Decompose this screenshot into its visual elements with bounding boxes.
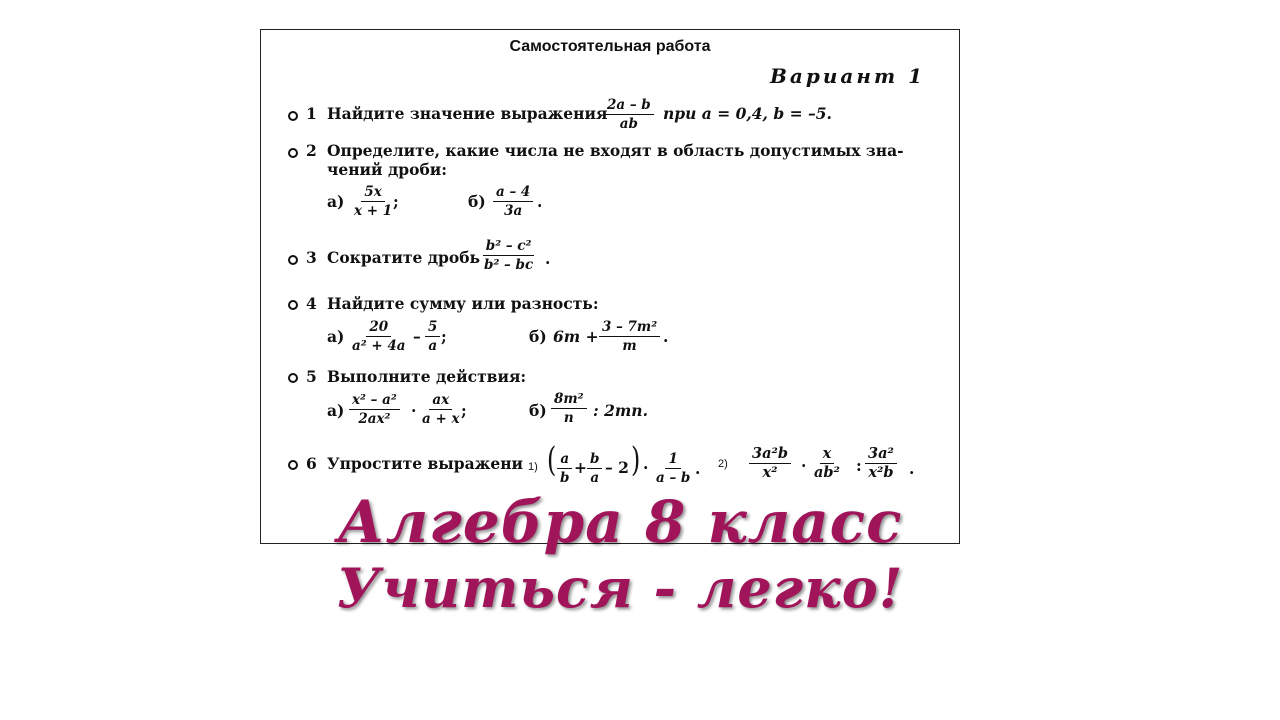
separator: . bbox=[545, 249, 551, 268]
separator: ; bbox=[461, 401, 467, 420]
expression: : 2mn. bbox=[593, 401, 648, 420]
task-text: Сократите дробь bbox=[327, 248, 481, 267]
task-number: 4 bbox=[306, 294, 317, 313]
fraction: $\frac{5}{a}$ bbox=[425, 319, 440, 354]
fraction: $\frac{1}{a - b}$ bbox=[656, 451, 691, 486]
operator: – bbox=[413, 327, 421, 346]
task-bullet-icon bbox=[288, 300, 298, 310]
banner-line-1: Алгебра 8 класс bbox=[337, 488, 903, 556]
separator: . bbox=[695, 459, 701, 478]
expression: 6m + bbox=[553, 327, 599, 346]
variant-label: Вариант 1 bbox=[770, 64, 925, 88]
fraction: $\frac{\text{3a²b}}{\text{x²}}$ bbox=[749, 446, 791, 481]
banner-line-2: Учиться - легко! bbox=[336, 556, 904, 620]
task-number: 2 bbox=[306, 141, 317, 160]
separator: . bbox=[909, 459, 915, 478]
fraction: $\frac{b}{a}$ bbox=[587, 451, 602, 486]
task-bullet-icon bbox=[288, 148, 298, 158]
open-paren: ( bbox=[546, 440, 557, 480]
task-text: Найдите сумму или разность: bbox=[327, 294, 599, 313]
operator: · bbox=[801, 456, 807, 475]
fraction: $\frac{\text{b² – c²}}{\text{b² – bc}}$ bbox=[484, 238, 534, 273]
option-label: б) bbox=[468, 192, 486, 211]
fraction: $\frac{\text{3a²}}{\text{x²b}}$ bbox=[865, 446, 897, 481]
expression-label: 1) bbox=[528, 461, 538, 473]
operator: – 2 bbox=[605, 458, 629, 477]
fraction: $\frac{x}{\text{ab²}}$ bbox=[814, 445, 840, 481]
task-text: чений дроби: bbox=[327, 160, 448, 179]
worksheet-title: Самостоятельная работа bbox=[509, 38, 711, 55]
worksheet bbox=[260, 29, 960, 544]
task-text: Определите, какие числа не входят в область допустимых зна- bbox=[327, 141, 904, 160]
close-paren: ) bbox=[630, 440, 641, 480]
option-label: б) bbox=[529, 401, 547, 420]
fraction: $\frac{\text{x² – a²}}{\text{2ax²}}$ bbox=[349, 392, 400, 427]
fraction: $\frac{a}{b}$ bbox=[557, 451, 572, 486]
fraction: $\frac{2a - b}{ab}$ bbox=[604, 97, 654, 132]
task-number: 5 bbox=[306, 367, 317, 386]
option-label: б) bbox=[529, 327, 547, 346]
separator: . bbox=[663, 327, 669, 346]
separator: ; bbox=[393, 192, 399, 211]
operator: : bbox=[856, 456, 862, 475]
fraction: $\frac{20}{\text{a² + 4a}}$ bbox=[352, 319, 406, 354]
fraction: $\frac{ax}{a + x}$ bbox=[422, 392, 460, 427]
task-number: 1 bbox=[306, 104, 317, 123]
operator: · bbox=[643, 458, 649, 477]
operator: + bbox=[574, 458, 587, 477]
fraction: $\frac{\text{3 – 7m²}}{m}$ bbox=[599, 319, 660, 354]
task-bullet-icon bbox=[288, 373, 298, 383]
fraction: $\frac{5x}{x + 1}$ bbox=[354, 184, 393, 219]
task-bullet-icon bbox=[288, 255, 298, 265]
option-label: а) bbox=[327, 192, 345, 211]
operator: · bbox=[411, 401, 417, 420]
task-text: Упростите выражени bbox=[327, 454, 524, 473]
task-suffix: при a = 0,4, b = –5. bbox=[663, 104, 832, 123]
fraction: $\frac{a - 4}{3a}$ bbox=[493, 184, 533, 219]
fraction: $\frac{\text{8m²}}{n}$ bbox=[551, 391, 587, 426]
expression-label: 2) bbox=[718, 458, 728, 470]
option-label: а) bbox=[327, 327, 345, 346]
option-label: а) bbox=[327, 401, 345, 420]
separator: ; bbox=[441, 327, 447, 346]
task-bullet-icon bbox=[288, 111, 298, 121]
task-bullet-icon bbox=[288, 460, 298, 470]
task-text: Найдите значение выражения bbox=[327, 104, 608, 123]
task-number: 6 bbox=[306, 454, 317, 473]
task-text: Выполните действия: bbox=[327, 367, 527, 386]
separator: . bbox=[537, 192, 543, 211]
task-number: 3 bbox=[306, 248, 317, 267]
